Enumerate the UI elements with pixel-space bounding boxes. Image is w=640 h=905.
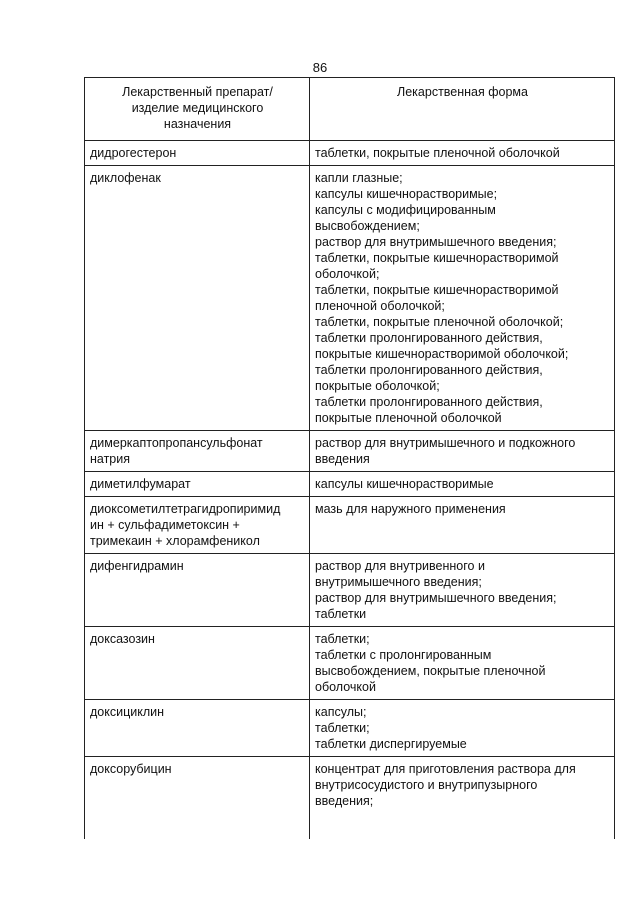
drug-name-line: димеркаптопропансульфонат [90,436,263,450]
drug-name-cell [85,757,310,840]
dosage-form-line: покрытые пленочной оболочкой [315,411,502,425]
drug-name-line: дидрогестерон [90,146,177,160]
dosage-form-line: капсулы кишечнорастворимые [315,477,494,491]
drug-name-line: ин + сульфадиметоксин + [90,518,240,532]
drug-name-line: тримекаин + хлорамфеникол [90,534,260,548]
drug-name-line: диметилфумарат [90,477,191,491]
dosage-form-line: капсулы с модифицированным [315,203,496,217]
header-drug-line: назначения [163,117,232,131]
dosage-form-line: таблетки пролонгированного действия, [315,363,543,377]
dosage-form-cell [310,497,615,554]
dosage-form-line: раствор для внутримышечного введения; [315,235,557,249]
drug-name-line: дифенгидрамин [90,559,184,573]
dosage-form-line: раствор для внутримышечного введения; [315,591,557,605]
table-row [85,497,615,554]
dosage-form-line: внутримышечного введения; [315,575,482,589]
drug-name-cell [85,554,310,627]
header-drug-line: Лекарственный препарат/ [122,85,273,99]
drug-name-line: диклофенак [90,171,161,185]
header-drug-line: изделие медицинского [131,101,264,115]
dosage-form-line: концентрат для приготовления раствора для [315,762,576,776]
table-row [85,166,615,431]
dosage-form-line: таблетки; [315,721,370,735]
drug-name-cell [85,700,310,757]
dosage-form-line: раствор для внутривенного и [315,559,485,573]
dosage-form-line: введения; [315,794,374,808]
table-row [85,431,615,472]
dosage-form-line: таблетки с пролонгированным [315,648,492,662]
dosage-form-line: капли глазные; [315,171,403,185]
dosage-form-line: таблетки пролонгированного действия, [315,331,543,345]
dosage-form-line: капсулы кишечнорастворимые; [315,187,498,201]
dosage-form-line: таблетки [315,607,367,621]
dosage-form-line: таблетки пролонгированного действия, [315,395,543,409]
dosage-form-cell [310,627,615,700]
dosage-form-line: введения [315,452,370,466]
dosage-form-line: таблетки, покрытые кишечнорастворимой [315,283,559,297]
table-row [85,627,615,700]
dosage-form-cell [310,554,615,627]
dosage-form-line: пленочной оболочкой; [315,299,445,313]
drug-name-line: доксициклин [90,705,165,719]
dosage-form-line: таблетки диспергируемые [315,737,467,751]
table-row [85,700,615,757]
drug-name-line: доксорубицин [90,762,172,776]
page-number: 86 [312,60,328,75]
header-form [310,78,615,141]
drug-name-cell [85,431,310,472]
drug-name-line: натрия [90,452,131,466]
dosage-form-line: высвобождением; [315,219,420,233]
dosage-form-line: таблетки, покрытые пленочной оболочкой; [315,315,564,329]
dosage-form-line: высвобождением, покрытые пленочной [315,664,546,678]
dosage-form-line: оболочкой; [315,267,380,281]
dosage-form-line: таблетки, покрытые кишечнорастворимой [315,251,559,265]
table-row [85,554,615,627]
drug-name-cell [85,627,310,700]
table-row [85,472,615,497]
table-header-row [85,78,615,141]
dosage-form-line: покрытые оболочкой; [315,379,440,393]
dosage-form-cell [310,141,615,166]
drug-name-cell [85,472,310,497]
dosage-form-cell [310,166,615,431]
dosage-form-cell [310,472,615,497]
dosage-form-cell [310,700,615,757]
dosage-form-line: оболочкой [315,680,376,694]
table-row [85,757,615,840]
dosage-form-line: мазь для наружного применения [315,502,506,516]
drug-table [84,77,615,839]
drug-name-cell [85,497,310,554]
dosage-form-line: таблетки, покрытые пленочной оболочкой [315,146,560,160]
dosage-form-line: внутрисосудистого и внутрипузырного [315,778,538,792]
table-row [85,141,615,166]
header-drug [85,78,310,141]
drug-name-cell [85,166,310,431]
drug-name-cell [85,141,310,166]
dosage-form-line: таблетки; [315,632,370,646]
drug-name-line: диоксометилтетрагидропиримид [90,502,281,516]
header-form-line: Лекарственная форма [397,85,528,99]
dosage-form-line: раствор для внутримышечного и подкожного [315,436,576,450]
dosage-form-cell [310,757,615,840]
drug-name-line: доксазозин [90,632,155,646]
table-body [85,141,615,840]
dosage-form-cell [310,431,615,472]
dosage-form-line: покрытые кишечнорастворимой оболочкой; [315,347,569,361]
dosage-form-line: капсулы; [315,705,367,719]
